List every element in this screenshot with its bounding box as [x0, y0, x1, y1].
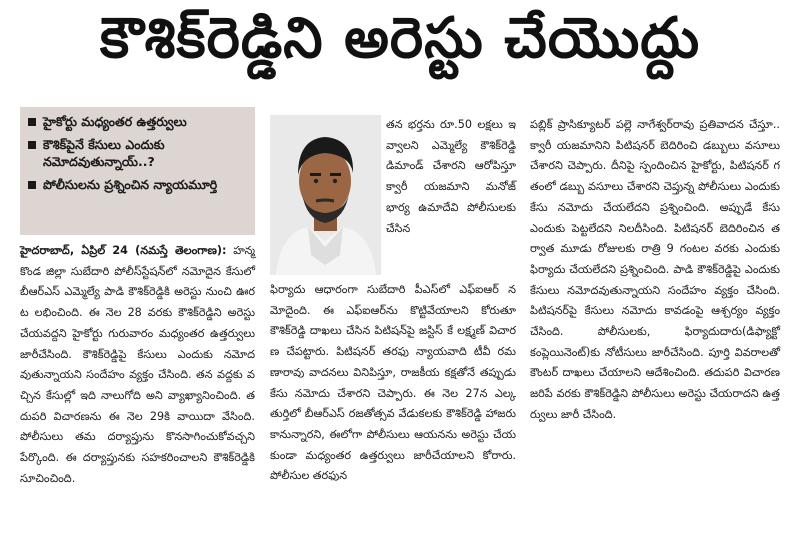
- article-dateline: హైదరాబాద్‌, ఏప్రిల్‌ 24 (నమస్తే తెలంగాణ):: [20, 244, 227, 257]
- square-bullet-icon: [28, 141, 36, 149]
- person-portrait-icon: [270, 115, 381, 275]
- article-column-1: [20, 241, 255, 489]
- highlights-box: [20, 107, 255, 235]
- headline: కౌశిక్‌రెడ్డిని అరెస్టు చేయొద్దు: [99, 5, 701, 71]
- highlight-text: కౌశిక్‌పైనే కేసులు ఎందుకు నమోదవుతున్నాయ్‌..?: [43, 137, 165, 169]
- highlight-text: హైకోర్టు మధ్యంతర ఉత్తర్వులు: [43, 114, 187, 129]
- highlight-item: [28, 113, 247, 130]
- highlight-text: పోలీసులను ప్రశ్నించిన న్యాయమూర్తి: [43, 177, 218, 192]
- article-column-3: పబ్లిక్‌ ప్రాసిక్యూటర్‌ పల్లె నాగేశ్వర్‌రావు ప్రతివాదన చేస్తూ.. క్వారీ యజమానిని పిటిషనర్‌ బెదిరించి డబ్బులు వసూలు చేశారని చెప్పారు. దీనిపై స్పందించిన హైకోర్టు, పిటిషనర్‌ గతంలో డబ్బు వసూలు చేశారని చెప్తున్న పోలీసులు ఎందుకు కేసు నమోదు చేయలేదని ప్రశ్నించింది. అప్పుడే కేసు ఎందుకు పెట్టలేదని నిలదీసింది. పిటిషనర్‌ బెదిరించిన తర్వాత మూడు రోజులకు రాత్రి 9 గంటల వరకు ఎందుకు ఫిర్యాదు చేయలేదని ప్రశ్నించింది. పాడి కౌశిక్‌రెడ్డిపై ఎందుకు కేసులు నమోదవుతున్నాయని సందేహం వ్యక్తం చేసింది. పిటిషనర్‌పై కేసులు నమోదు కావడంపై ఆశ్చర్యం వ్యక్తం చేసింది. పోలీసులకు, ఫిర్యాదుదారు(డిఫ్యాక్టో కంప్లెయినెంట్‌)కు నోటీసులు జారీచేసింది. పూర్తి వివరాలతో కౌంటర్‌ దాఖలు చేయాలని ఆదేశించింది. తదుపరి విచారణ జరిపే వరకు కౌశిక్‌రెడ్డిని పోలీసులు అరెస్టు చేయరాదని ఉత్తర్వులు జారీ చేసింది.: [530, 118, 780, 421]
- article-body-text: హన్మకొండ జిల్లా సుబేదారి పోలీస్‌స్టేషన్‌లో నమోదైన కేసులో బీఆర్‌ఎస్‌ ఎమ్మెల్యే పాడి కౌశిక్‌రెడ్డికి అరెస్టు నుంచి ఊరట లభించింది. ఈ నెల 28 వరకు కౌశిక్‌రెడ్డిని అరెస్టు చేయవద్దని హైకోర్టు గురువారం మధ్యంతర ఉత్తర్వులు జారీచేసింది. కౌశిక్‌రెడ్డిపై కేసులు ఎందుకు నమోదవుతున్నాయని సందేహం వ్యక్తం చేసింది. తన వద్దకు వచ్చిన కేసుల్లో ఇది నాలుగోది అని వ్యాఖ్యానించింది. తదుపరి విచారణను ఈ నెల 29కి వాయిదా వేసింది. పోలీసులు తమ దర్యాప్తును కొనసాగించుకోవచ్చని పేర్కొంది. ఈ దర్యాప్తునకు సహకరించాలని కౌశిక్‌రెడ్డికి సూచించింది.: [20, 244, 255, 485]
- square-bullet-icon: [28, 181, 36, 189]
- highlight-item: [28, 176, 247, 193]
- article-column-2-top: తన భర్తను రూ.50 లక్షలు ఇవ్వాలని ఎమ్మెల్యే కౌశిక్‌రెడ్డి డిమాండ్‌ చేశారని ఆరోపిస్తూ క్వారీ యజమాని మనోజ్‌ భార్య ఉమాదేవి పోలీసులకు చేసిన: [386, 118, 516, 235]
- highlight-item: [28, 136, 247, 170]
- square-bullet-icon: [28, 118, 36, 126]
- article-column-2-bottom: ఫిర్యాదు ఆధారంగా సుబేదారి పీఎస్‌లో ఎఫ్‌ఐఆర్‌ నమోదైంది. ఈ ఎఫ్‌ఐఆర్‌ను కొట్టివేయాలని కోరుతూ కౌశిక్‌రెడ్డి దాఖలు చేసిన పిటిషన్‌పై జస్టిస్‌ కే లక్ష్మణ్‌ విచారణ చేపట్టారు. పిటిషనర్‌ తరఫు న్యాయవాది టీవీ రమణారావు వాదనలు వినిపిస్తూ, రాజకీయ కక్షతోనే తప్పుడు కేసు నమోదు చేశారని చెప్పారు. ఈ నెల 27న ఎల్కతుర్తిలో బీఆర్‌ఎస్‌ రజతోత్సవ వేడుకలకు కౌశిక్‌రెడ్డి హాజరు కానున్నారని, ఈలోగా పోలీసులు ఆయనను అరెస్టు చేయకుండా మధ్యంతర ఉత్తర్వులు జారీచేయాలని కోరారు. పోలీసుల తరఫున: [270, 283, 516, 483]
